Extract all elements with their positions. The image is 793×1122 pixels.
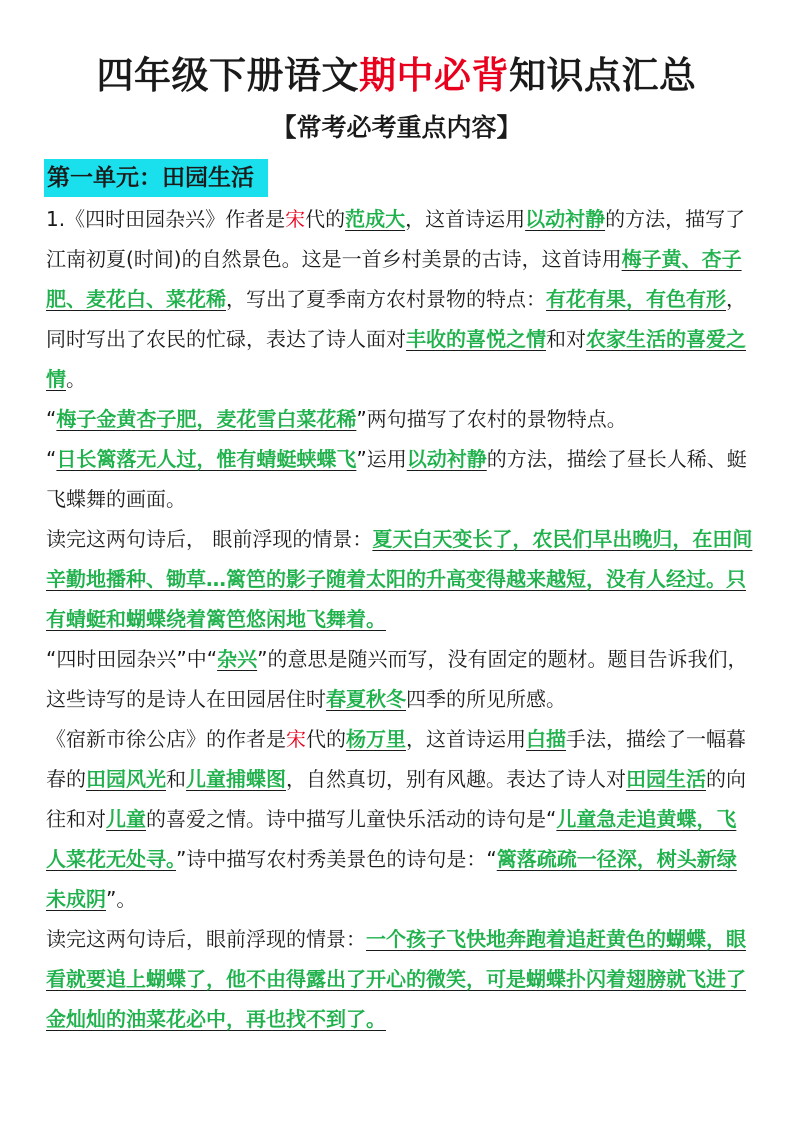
text-segment: 读完这两句诗后， 眼前浮现的情景：	[46, 527, 373, 551]
key-answer: 范成大	[345, 207, 406, 231]
text-segment: 的方法，描绘了昼长人稀、蜓飞蝶舞的画面。	[46, 447, 747, 511]
text-segment: ，同时写出了农民的忙碌，表达了诗人面对	[46, 287, 746, 351]
paragraph	[46, 199, 756, 399]
key-answer: 白描	[526, 727, 566, 751]
dynasty-highlight: 宋	[285, 207, 306, 231]
key-answer: 以动衬静	[525, 207, 606, 231]
key-answer: 杨万里	[346, 727, 406, 751]
text-segment: ”诗中描写农村秀美景色的诗句是：“	[176, 847, 497, 871]
text-segment: 的方法，描写了江南初夏(时间)的自然景色。这是一首乡村美景的古诗，这首诗用	[46, 207, 746, 271]
key-answer: 田园生活	[626, 767, 706, 791]
text-segment: 读完这两句诗后，眼前浮现的情景：	[46, 927, 366, 951]
text-segment: 和对	[546, 327, 586, 351]
key-answer: 篱落疏疏一径深，树头新绿未成阴	[46, 847, 737, 911]
text-segment: 。	[66, 367, 86, 391]
text-segment: ，这首诗运用	[406, 727, 526, 751]
key-answer: 夏天白天变长了，农民们早出晚归，在田间辛勤地播种、锄草…篱笆的影子随着太阳的升高变得越来越短，没有人经过。只有蜻蜓和蝴蝶绕着篱笆悠闲地飞舞着。	[46, 527, 753, 631]
content-body	[46, 199, 756, 1039]
paragraph	[46, 639, 756, 719]
text-segment: ”两句描写了农村的景物特点。	[356, 407, 627, 431]
text-segment: ，写出了夏季南方农村景物的特点：	[226, 287, 546, 311]
key-answer: 梅子黄、杏子肥、麦花白、菜花稀	[46, 247, 742, 311]
key-answer: 梅子金黄杏子肥，麦花雪白菜花稀	[56, 407, 357, 431]
title-part1: 四年级下册语文	[96, 54, 359, 97]
text-segment: ”。	[106, 887, 137, 911]
text-segment: 和	[166, 767, 186, 791]
text-segment: ，自然真切，别有风趣。表达了诗人对	[286, 767, 626, 791]
unit-heading: 第一单元：田园生活	[44, 159, 268, 197]
title-part3: 知识点汇总	[509, 54, 697, 97]
page-title	[0, 50, 793, 102]
text-segment: ”的意思是随兴而写，没有固定的题材。题目告诉我们，这些诗写的是诗人在田园居住时	[46, 647, 748, 711]
text-segment: 代的	[306, 727, 346, 751]
text-segment: 的向往和对	[46, 767, 746, 831]
text-segment: 1.《四时田园杂兴》作者是	[46, 207, 286, 231]
key-answer: 儿童捕蝶图	[186, 767, 286, 791]
key-answer: 有花有果，有色有形	[546, 287, 726, 311]
paragraph	[46, 439, 756, 519]
paragraph	[46, 919, 756, 1039]
text-segment: 《宿新市徐公店》的作者是	[46, 727, 286, 751]
text-segment: “	[46, 447, 57, 471]
text-segment: 的喜爱之情。诗中描写儿童快乐活动的诗句是“	[146, 807, 557, 831]
key-answer: 儿童急走追黄蝶，飞人菜花无处寻。	[46, 807, 737, 871]
dynasty-highlight: 宋	[286, 727, 306, 751]
text-segment: 手法，描绘了一幅暮春的	[46, 727, 746, 791]
key-answer: 杂兴	[217, 647, 258, 671]
key-answer: 一个孩子飞快地奔跑着追赶黄色的蝴蝶，眼看就要追上蝴蝶了，他不由得露出了开心的微笑，可是蝴蝶扑闪着翅膀就飞进了金灿灿的油菜花必中，再也找不到了。	[46, 927, 746, 1031]
paragraph	[46, 399, 756, 439]
key-answer: 丰收的喜悦之情	[406, 327, 546, 351]
title-highlight: 期中必背	[359, 54, 509, 97]
paragraph	[46, 519, 756, 639]
text-segment: “四时田园杂兴”中“	[46, 647, 218, 671]
paragraph	[46, 719, 756, 919]
key-answer: 日长篱落无人过，惟有蜻蜓蛱蝶飞	[56, 447, 357, 471]
key-answer: 春夏秋冬	[326, 687, 406, 711]
text-segment: ”运用	[356, 447, 407, 471]
key-answer: 以动衬静	[406, 447, 487, 471]
key-answer: 田园风光	[86, 767, 166, 791]
text-segment: ，这首诗运用	[405, 207, 526, 231]
text-segment: 代的	[305, 207, 346, 231]
key-answer: 农家生活的喜爱之情	[46, 327, 746, 391]
key-answer: 儿童	[106, 807, 146, 831]
page-subtitle: 【常考必考重点内容】	[271, 113, 522, 142]
text-segment: 四季的所见所感。	[406, 687, 566, 711]
text-segment: “	[46, 407, 57, 431]
